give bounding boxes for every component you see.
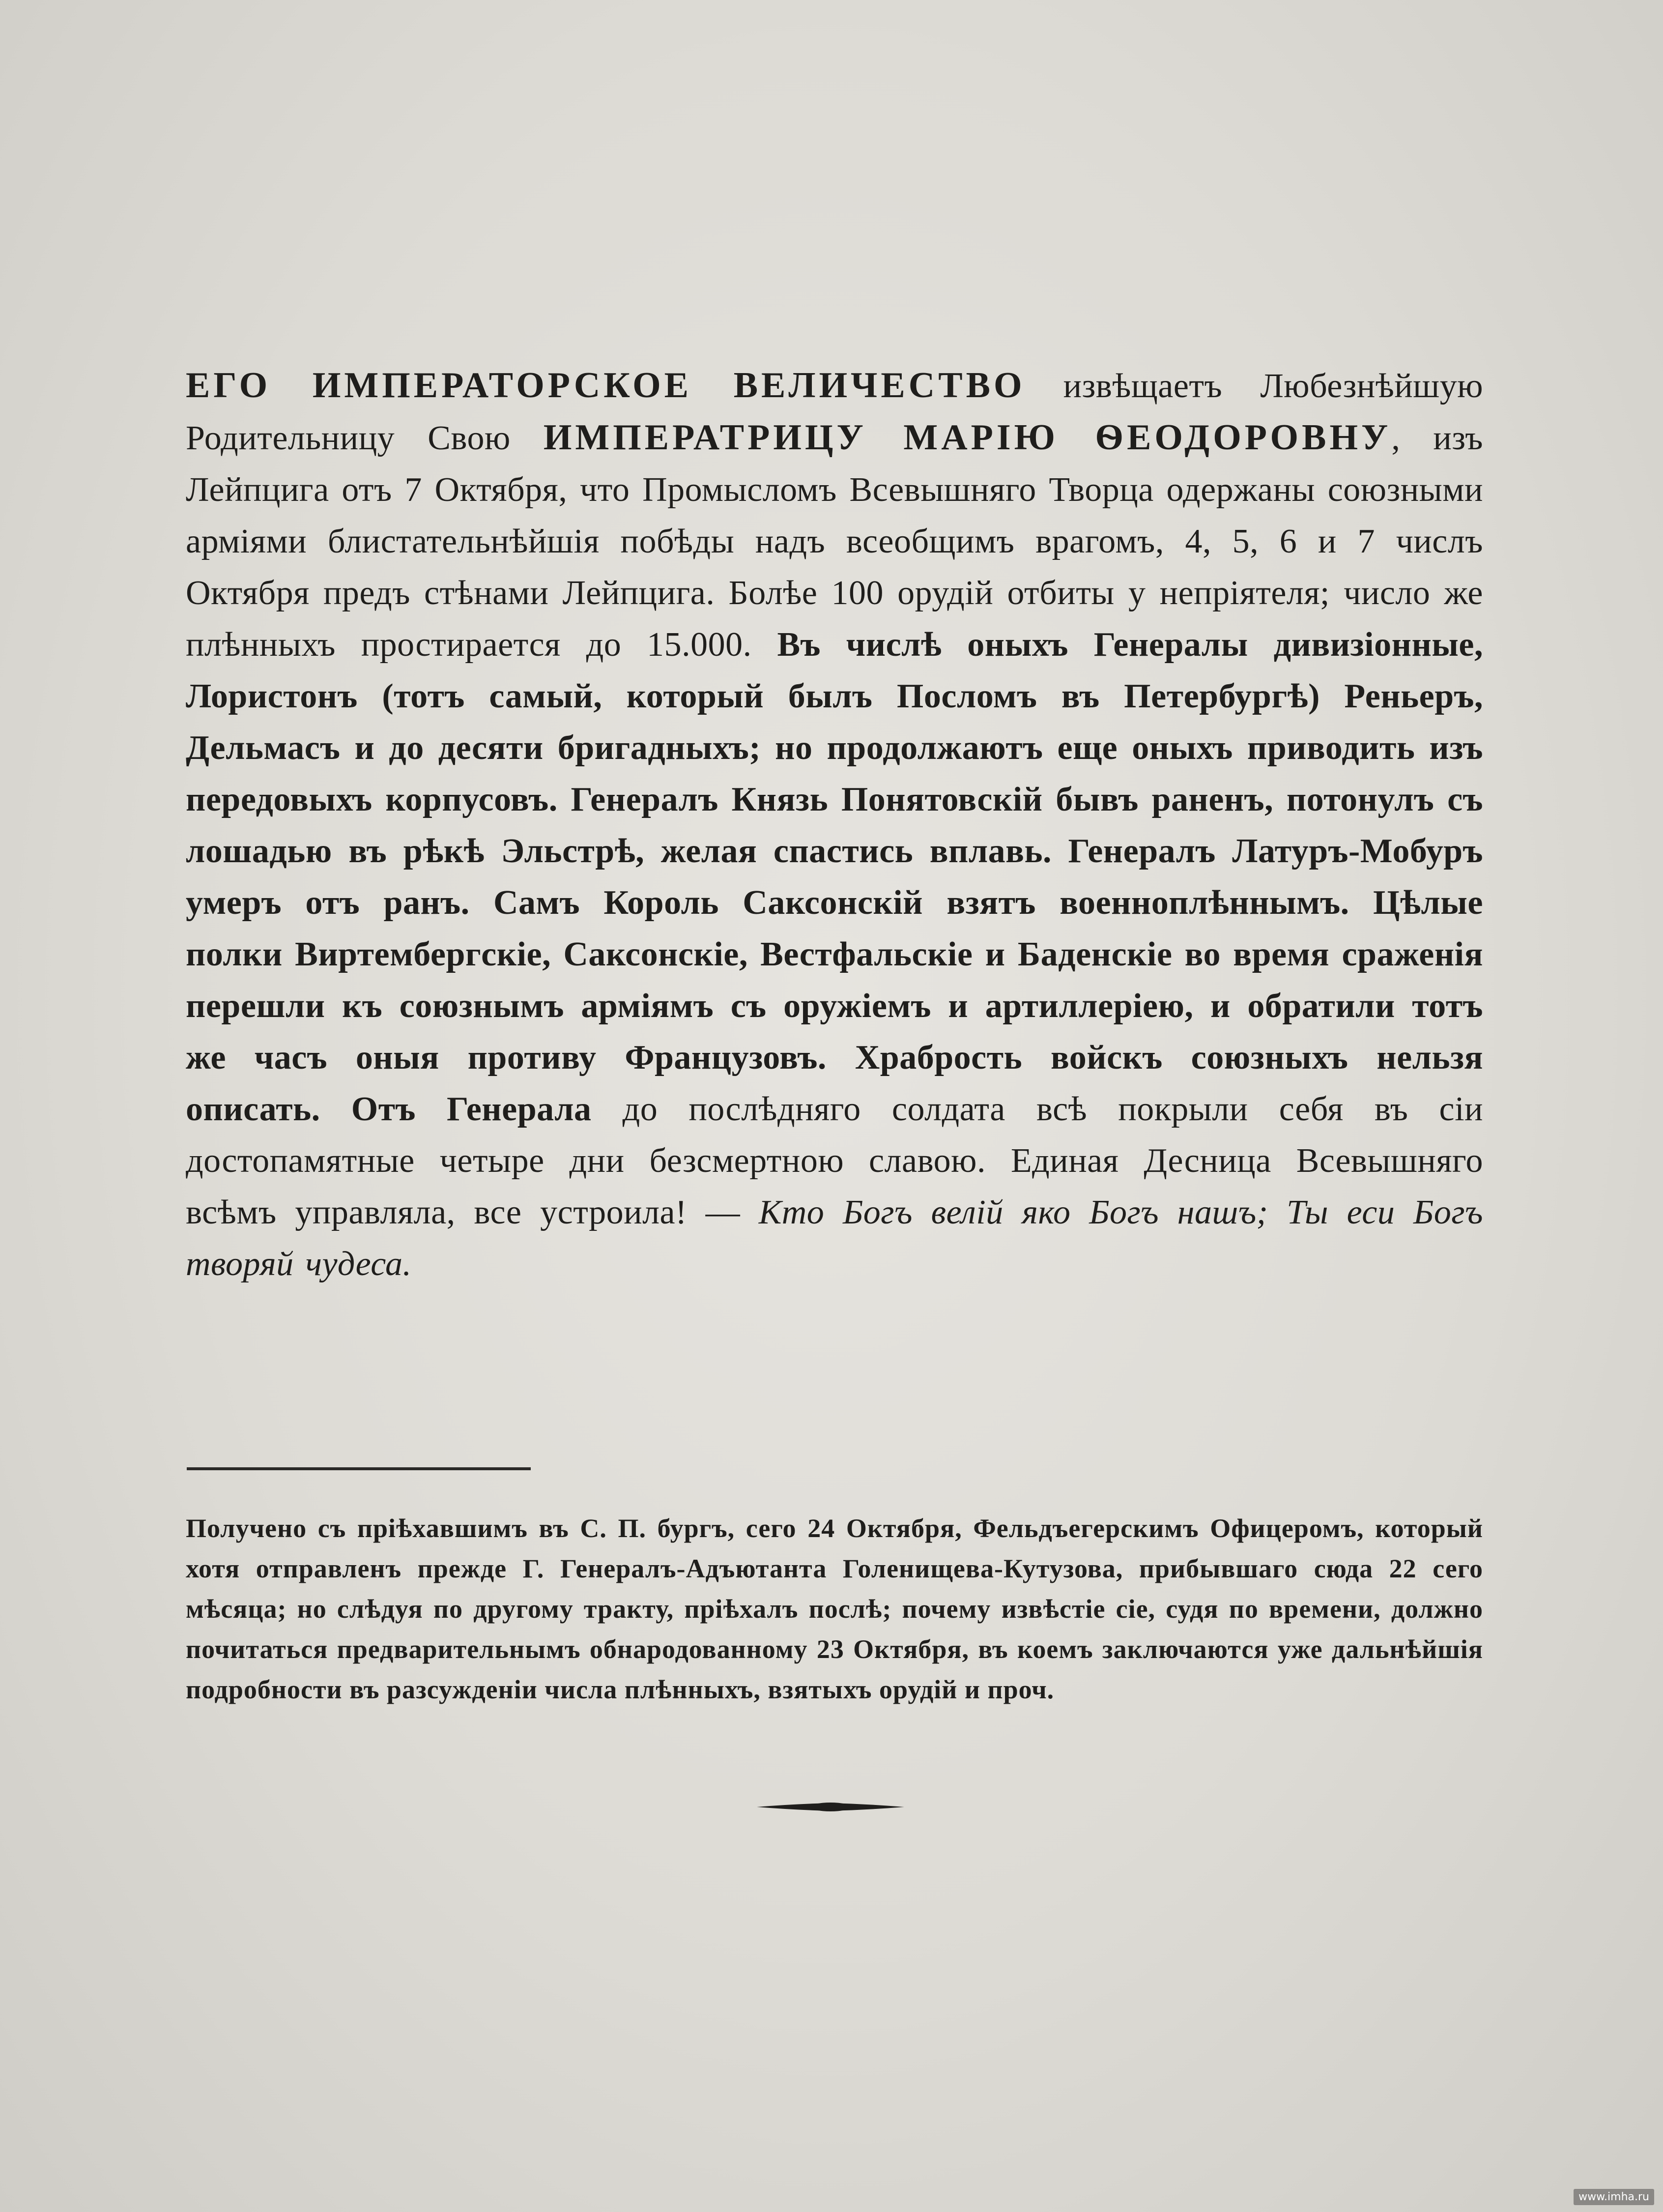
empress-name: ИМПЕРАТРИЦУ МАРІЮ ѲЕОДОРОВНУ (543, 417, 1392, 458)
ornament-flourish-icon (757, 1799, 904, 1814)
site-watermark: www.imha.ru (1574, 2189, 1654, 2205)
proclamation-segment-3: до послѣдняго солдата всѣ покрыли себя въ сіи достопамятные четыре дни безсмертною славою. Единая Десница Всевышняго всѣмъ управляла, все устроила! — (186, 1090, 1483, 1231)
emperor-title: ЕГО ИМПЕРАТОРСКОЕ ВЕЛИЧЕСТВО (186, 365, 1026, 406)
scripture-quote: Кто Богъ велій яко Богъ нашъ; Ты еси Богъ творяй чудеса. (186, 1193, 1483, 1283)
footnote-text: Получено съ пріѣхавшимъ въ С. П. бургъ, сего 24 Октября, Фельдъегерскимъ Офицеромъ, который хотя отправленъ прежде Г. Генералъ-Адъютанта Голенищева-Кутузова, прибывшаго сюда 22 сего мѣсяца; но слѣдуя по другому тракту, пріѣхалъ послѣ; почему извѣстіе сіе, судя по времени, должно почитаться предварительнымъ обнародованному 23 Октября, въ коемъ заключаются уже дальнѣйшія подробности въ разсужденіи числа плѣнныхъ, взятыхъ орудій и проч. (186, 1513, 1483, 1704)
proclamation-segment-2: , изъ Лейпцига отъ 7 Октября, что Промысломъ Всевышняго Творца одержаны союзными арміями блистательнѣйшія побѣды надъ всеобщимъ врагомъ, 4, 5, 6 и 7 числъ Октября предъ стѣнами Лейпцига. Болѣе 100 орудій отбиты у непріятеля; число же плѣнныхъ простирается до 15.000. (186, 419, 1483, 664)
proclamation-segment-bold: Въ числѣ оныхъ Генералы дивизіонные, Лористонъ (тотъ самый, который былъ Посломъ въ Петербургѣ) Реньеръ, Дельмасъ и до десяти бригадныхъ; но продолжаютъ еще оныхъ приводить изъ передовыхъ корпусовъ. Генералъ Князь Понятовскій бывъ раненъ, потонулъ съ лошадью въ рѣкѣ Эльстрѣ, желая спастись вплавь. Генералъ Латуръ-Мобуръ умеръ отъ ранъ. Самъ Король Саксонскій взятъ военноплѣннымъ. Цѣлые полки Виртембергскіе, Саксонскіе, Вестфальскіе и Баденскіе во время сраженія перешли къ союзнымъ арміямъ съ оружіемъ и артиллеріею, и обратили тотъ же часъ оныя противу Французовъ. Храбрость войскъ союзныхъ нельзя описать. Отъ Генерала (186, 626, 1483, 1128)
proclamation-text (186, 360, 1483, 1290)
proclamation-segment-1: извѣщаетъ Любезнѣйшую Родительницу Свою (186, 367, 1483, 457)
section-divider-rule (187, 1467, 531, 1470)
